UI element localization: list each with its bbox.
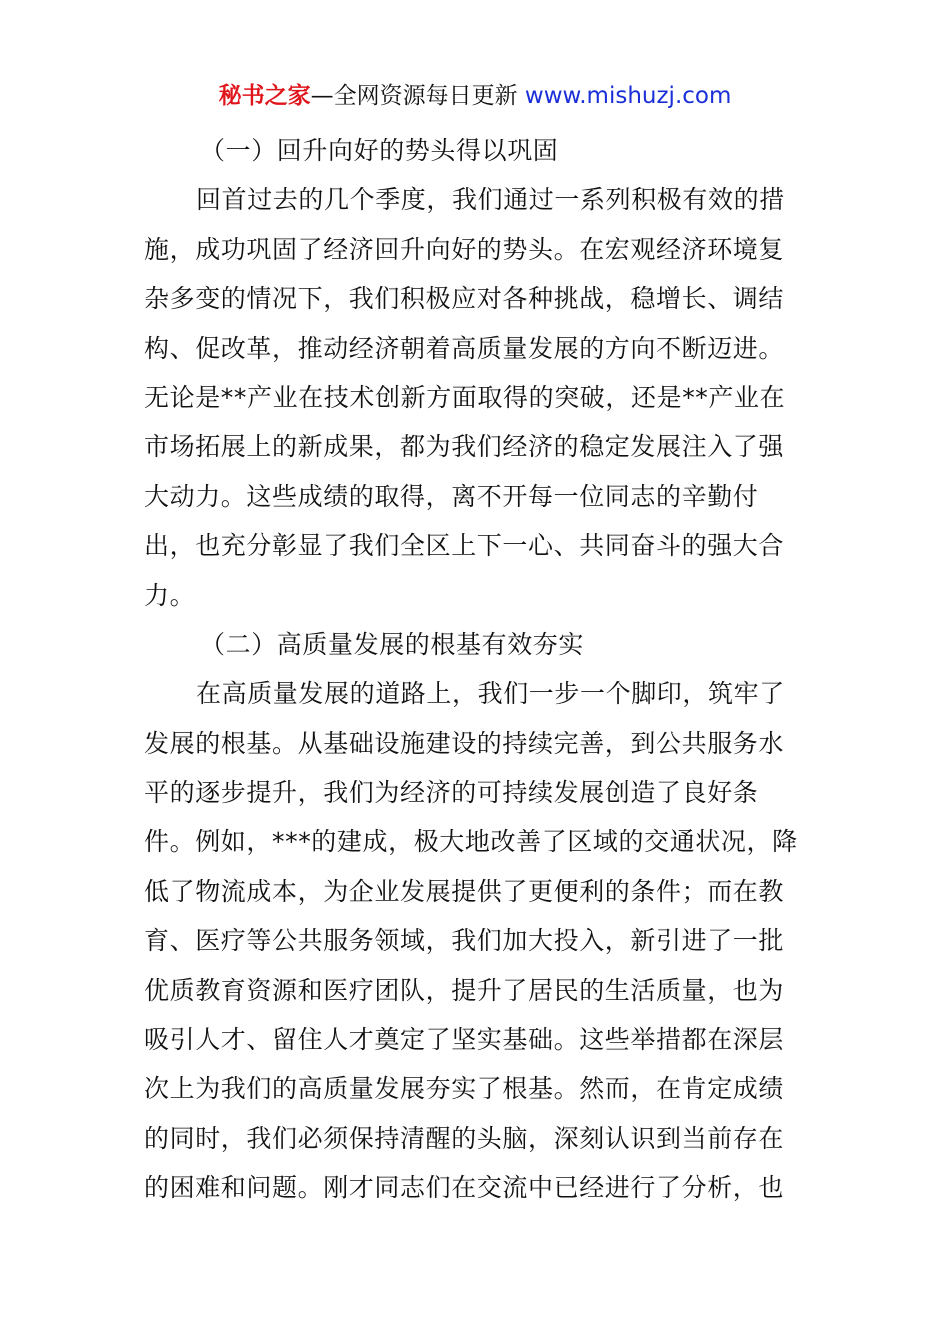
header-slogan: —全网资源每日更新 xyxy=(310,83,525,109)
paragraph-line: 杂多变的情况下，我们积极应对各种挑战，稳增长、调结 xyxy=(144,284,785,314)
brand-name: 秘书之家 xyxy=(218,83,311,109)
paragraph-line: 件。例如，***的建成，极大地改善了区域的交通状况，降 xyxy=(144,827,798,857)
paragraph-line: 吸引人才、留住人才奠定了坚实基础。这些举措都在深层 xyxy=(144,1025,785,1055)
paragraph-line: 优质教育资源和医疗团队，提升了居民的生活质量，也为 xyxy=(144,975,785,1005)
paragraph-line: 回首过去的几个季度，我们通过一系列积极有效的措 xyxy=(196,185,785,215)
paragraph-line: 发展的根基。从基础设施建设的持续完善，到公共服务水 xyxy=(144,728,785,758)
section-heading-2: （二）高质量发展的根基有效夯实 xyxy=(200,629,585,659)
paragraph-line: 出，也充分彰显了我们全区上下一心、共同奋斗的强大合 xyxy=(144,531,785,561)
paragraph-line: 构、促改革，推动经济朝着高质量发展的方向不断迈进。 xyxy=(144,333,785,363)
paragraph-line: 低了物流成本，为企业发展提供了更便利的条件；而在教 xyxy=(144,876,785,906)
document-body xyxy=(144,126,808,1213)
page-header xyxy=(0,78,950,114)
paragraph-line: 大动力。这些成绩的取得，离不开每一位同志的辛勤付 xyxy=(144,481,759,511)
paragraph-line: 施，成功巩固了经济回升向好的势头。在宏观经济环境复 xyxy=(144,234,785,264)
paragraph-line: 的同时，我们必须保持清醒的头脑，深刻认识到当前存在 xyxy=(144,1123,785,1153)
site-url-link[interactable]: www.mishuzj.com xyxy=(524,83,732,109)
section-heading-1: （一）回升向好的势头得以巩固 xyxy=(200,136,559,165)
paragraph-line: 在高质量发展的道路上，我们一步一个脚印，筑牢了 xyxy=(196,679,785,709)
paragraph-line: 次上为我们的高质量发展夯实了根基。然而，在肯定成绩 xyxy=(144,1074,785,1104)
paragraph-line: 平的逐步提升，我们为经济的可持续发展创造了良好条 xyxy=(144,778,759,808)
paragraph-line: 力。 xyxy=(144,580,196,610)
paragraph-line: 育、医疗等公共服务领域，我们加大投入，新引进了一批 xyxy=(144,926,785,956)
paragraph-line: 的困难和问题。刚才同志们在交流中已经进行了分析，也 xyxy=(144,1173,785,1203)
paragraph-line: 无论是**产业在技术创新方面取得的突破，还是**产业在 xyxy=(144,382,786,412)
paragraph-line: 市场拓展上的新成果，都为我们经济的稳定发展注入了强 xyxy=(144,432,785,462)
